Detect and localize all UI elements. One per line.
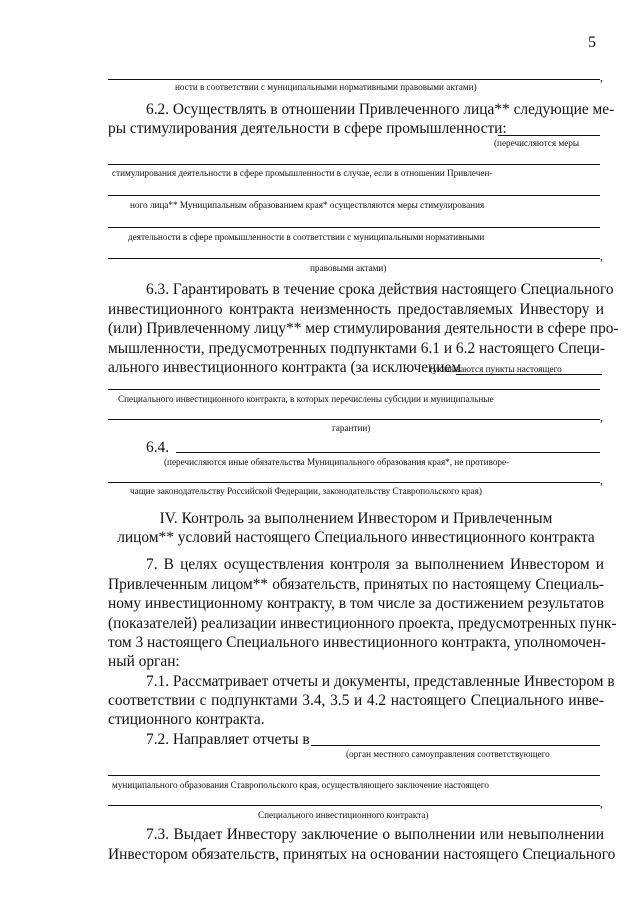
fill-line — [108, 389, 600, 390]
fill-line — [108, 164, 600, 165]
fill-line — [108, 805, 600, 806]
paragraph-7-3-line: 7.3. Выдает Инвестору заключение о выполнении или невыполнении — [146, 826, 604, 843]
section-heading: IV. Контроль за выполнением Инвестором и Привлеченным — [159, 510, 553, 527]
fill-line — [108, 195, 600, 196]
paragraph-7-1-line: стиционного контракта. — [108, 711, 265, 728]
paragraph-6-2-line: 6.2. Осуществлять в отношении Привлеченного лица** следующие ме- — [146, 101, 615, 118]
page-number: 5 — [588, 34, 596, 51]
paragraph-7-line: Привлеченным лицом** обязательств, принятых по настоящему Специаль- — [108, 576, 604, 593]
line-comma: , — [600, 473, 603, 487]
hint-text: ности в соответствии с муниципальными нормативными правовыми актами) — [175, 82, 477, 92]
paragraph-6-3-line: ального инвестиционного контракта (за исключением — [108, 359, 462, 376]
paragraph-6-2-line: ры стимулирования деятельности в сфере промышленности: — [108, 120, 507, 137]
paragraph-6-4-label: 6.4. — [146, 439, 170, 456]
fill-line — [108, 227, 600, 228]
fill-line — [108, 258, 600, 259]
line-comma: , — [600, 70, 603, 84]
paragraph-6-3-line: 6.3. Гарантировать в течение срока действия настоящего Специального — [146, 281, 614, 298]
fill-line — [176, 452, 600, 453]
fill-line — [108, 482, 600, 483]
line-comma: , — [600, 796, 603, 810]
paragraph-7-line: (показателей) реализации инвестиционного проекта, предусмотренных пунк- — [108, 615, 617, 632]
hint-text: (указываются пункты настоящего — [430, 364, 562, 374]
paragraph-6-3-line: мышленности, предусмотренных подпунктами 6.1 и 6.2 настоящего Специ- — [108, 340, 606, 357]
fill-line — [498, 135, 600, 136]
hint-text: муниципального образования Ставропольского края, осуществляющего заключение настоящего — [112, 780, 489, 790]
fill-line — [108, 775, 600, 776]
hint-text: ного лица** Муниципальным образованием края* осуществляются меры стимулирования — [130, 200, 485, 210]
hint-text: чащие законодательству Российской Федерации, законодательству Ставропольского края) — [130, 486, 482, 496]
hint-text: стимулирования деятельности в сфере промышленности в случае, если в отношении Привлечен- — [112, 168, 493, 178]
fill-line — [108, 79, 600, 80]
hint-text: Специального инвестиционного контракта, в которых перечислены субсидии и муниципальные — [118, 394, 494, 404]
hint-text: деятельности в сфере промышленности в соответствии с муниципальными нормативными — [128, 232, 485, 242]
paragraph-6-3-line: инвестиционного контракта неизменность предоставляемых Инвестору и — [108, 301, 604, 318]
paragraph-7-line: ному инвестиционному контракту, в том числе за достижением результатов — [108, 595, 604, 612]
paragraph-7-line: 7. В целях осуществления контроля за выполнением Инвестором и — [146, 556, 604, 573]
hint-text: (перечисляются меры — [494, 138, 580, 148]
paragraph-7-1-line: 7.1. Рассматривает отчеты и документы, представленные Инвестором в — [146, 673, 615, 690]
hint-text: правовыми актами) — [310, 263, 387, 273]
section-heading: лицом** условий настоящего Специального инвестиционного контракта — [117, 529, 595, 546]
paragraph-7-2-label: 7.2. Направляет отчеты в — [146, 731, 310, 748]
line-comma: , — [600, 410, 603, 424]
paragraph-7-3-line: Инвестором обязательств, принятых на основании настоящего Специального — [108, 846, 616, 863]
paragraph-7-line: том 3 настоящего Специального инвестиционного контракта, уполномочен- — [108, 634, 606, 651]
hint-text: (орган местного самоуправления соответствующего — [346, 749, 550, 759]
paragraph-7-1-line: соответствии с подпунктами 3.4, 3.5 и 4.2 настоящего Специального инве- — [108, 692, 604, 709]
fill-line — [108, 419, 600, 420]
hint-text: (перечисляются иные обязательства Муниципального образования края*, не противоре- — [164, 457, 510, 467]
hint-text: гарантии) — [332, 423, 371, 433]
paragraph-6-3-line: (или) Привлеченному лицу** мер стимулирования деятельности в сфере про- — [108, 320, 619, 337]
paragraph-7-line: ный орган: — [108, 653, 180, 670]
fill-line — [311, 745, 600, 746]
hint-text: Специального инвестиционного контракта) — [258, 810, 429, 820]
line-comma: , — [600, 249, 603, 263]
